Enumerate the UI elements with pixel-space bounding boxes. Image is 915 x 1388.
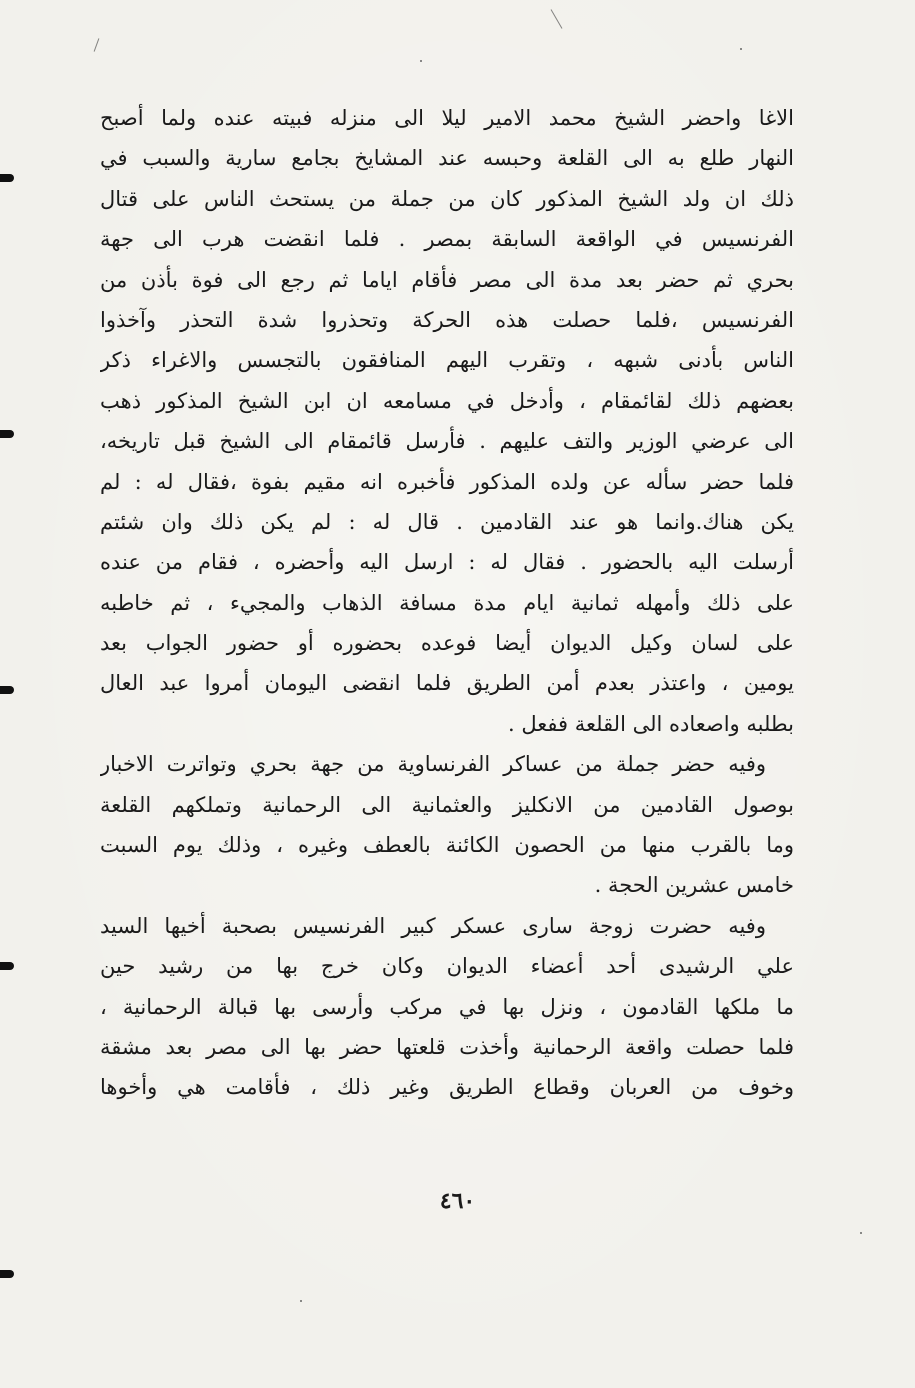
scan-speck — [860, 1232, 862, 1234]
text-line: الفرنسيس ،فلما حصلت هذه الحركة وتحذروا شدة التحذر وآخذوا — [100, 307, 794, 332]
scan-speck — [300, 1300, 302, 1302]
text-line: بعضهم ذلك لقائمقام ، وأدخل في مسامعه ان ابن الشيخ المذكور ذهب — [100, 388, 794, 413]
text-line: على ذلك وأمهله ثمانية ايام مدة مسافة الذهاب والمجيء ، ثم خاطبه — [100, 590, 794, 615]
text-line: بحري ثم حضر بعد مدة الى مصر فأقام اياما ثم رجع الى فوة بأذن من — [100, 267, 794, 292]
text-line: الفرنسيس في الواقعة السابقة بمصر . فلما انقضت هرب الى جهة — [100, 227, 794, 252]
text-line: وفيه حضرت زوجة سارى عسكر كبير الفرنسيس بصحبة أخيها السيد — [100, 913, 766, 938]
text-line: أرسلت اليه بالحضور . فقال له : ارسل اليه وأحضره ، فقام من عنده — [100, 550, 794, 575]
text-line: بطلبه واصعاده الى القلعة ففعل . — [508, 711, 794, 736]
text-line: فلما حضر سأله عن ولده المذكور فأخبره انه مقيم بفوة ،فقال له : لم — [100, 469, 794, 494]
scan-speck — [420, 60, 422, 62]
paragraph-2 — [100, 744, 794, 906]
text-line: يومين ، واعتذر بعدم أمن الطريق فلما انقضى اليومان أمروا عبد العال — [100, 671, 794, 696]
text-line: فلما حصلت واقعة الرحمانية وأخذت قلعتها حضر بها الى مصر بعد مشقة — [100, 1034, 794, 1059]
text-line: الاغا واحضر الشيخ محمد الامير ليلا الى منزله فبيته عنده ولما أصبح — [100, 106, 794, 130]
text-line: النهار طلع به الى القلعة وحبسه عند المشايخ بجامع سارية والسبب في — [100, 146, 794, 171]
text-line: الناس بأدنى شبهه ، وتقرب اليهم المنافقون بالتجسس والاغراء ذكر — [100, 348, 794, 373]
binding-mark — [0, 1270, 14, 1278]
text-line: بوصول القادمين من الانكليز والعثمانية الى الرحمانية وتملكهم القلعة — [100, 792, 794, 817]
binding-mark — [0, 174, 14, 182]
text-line: علي الرشيدى أحد أعضاء الديوان وكان خرج بها من رشيد حين — [100, 954, 794, 979]
paragraph-3 — [100, 906, 794, 1108]
text-line: خامس عشرين الحجة . — [594, 873, 794, 898]
page-number: ٤٦٠ — [439, 1188, 476, 1214]
text-line: ذلك ان ولد الشيخ المذكور كان من جملة من يستحث الناس على قتال — [100, 186, 794, 211]
text-line: الى عرضي الوزير والتف عليهم . فأرسل قائمقام الى الشيخ قبل تاريخه، — [100, 429, 794, 454]
text-line: يكن هناك.وانما هو عند القادمين . قال له : لم يكن ذلك وان شئتم — [100, 509, 794, 534]
text-line: وفيه حضر جملة من عساكر الفرنساوية من جهة بحري وتواترت الاخبار — [100, 752, 766, 777]
binding-mark — [0, 962, 14, 970]
text-line: وما بالقرب منها من الحصون الكائنة بالعطف وغيره ، وذلك يوم السبت — [100, 833, 794, 858]
binding-mark — [0, 430, 14, 438]
binding-mark — [0, 686, 14, 694]
text-line: وخوف من العربان وقطاع الطريق وغير ذلك ، فأقامت هي وأخوها — [100, 1075, 794, 1100]
paragraph-1 — [100, 98, 794, 744]
text-line: ما ملكها القادمون ، ونزل بها في مركب وأرسى بها قبالة الرحمانية ، — [100, 994, 794, 1019]
scan-speck — [740, 48, 742, 50]
body-text — [100, 98, 794, 1108]
text-line: على لسان وكيل الديوان أيضا فوعده بحضوره أو حضور الجواب بعد — [100, 631, 794, 656]
